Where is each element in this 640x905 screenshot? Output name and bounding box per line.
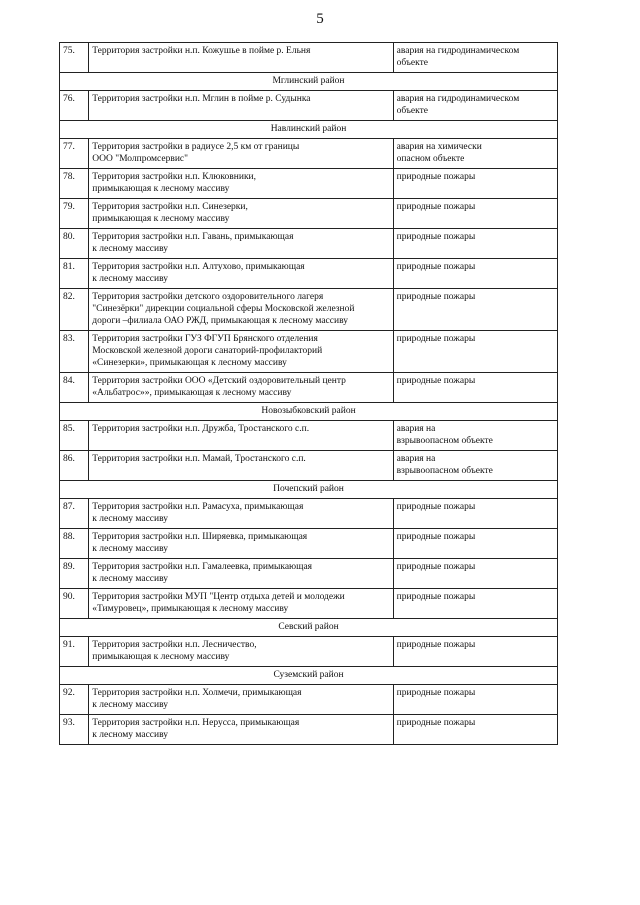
table-row [60,259,558,289]
district-header-row [60,121,558,139]
table-body [60,43,558,745]
hazard-cell [393,229,557,259]
territory-line: ООО "Молпромсервис" [92,154,189,164]
page-number: 5 [316,11,324,27]
row-number: 89. [60,559,89,589]
hazard-line: природные пожары [396,502,476,512]
hazard-line: природные пожары [396,334,476,344]
row-number: 86. [60,451,89,481]
table-row [60,229,558,259]
territory-cell [89,589,393,619]
table-row [60,331,558,373]
territory-table [59,42,558,745]
row-number: 85. [60,421,89,451]
table-row [60,139,558,169]
hazard-line: природные пожары [396,202,476,212]
table-row [60,199,558,229]
territory-cell [89,43,393,73]
row-number: 91. [60,637,89,667]
territory-cell [89,139,393,169]
row-number: 75. [60,43,89,73]
hazard-line: природные пожары [396,376,476,386]
hazard-line: объекте [396,58,429,68]
hazard-line: взрывоопасном объекте [396,466,493,476]
territory-line: примыкающая к лесному массиву [92,214,230,224]
territory-line: к лесному массиву [92,700,169,710]
hazard-line: опасном объекте [396,154,465,164]
hazard-line: природные пожары [396,562,476,572]
district-header-row [60,481,558,499]
territory-line: Территория застройки ГУЗ ФГУП Брянского отделения [92,334,318,344]
hazard-line: авария на гидродинамическом [396,94,520,104]
hazard-cell [393,259,557,289]
hazard-line: авария на гидродинамическом [396,46,520,56]
row-number: 90. [60,589,89,619]
row-number: 77. [60,139,89,169]
district-header-row [60,403,558,421]
hazard-cell [393,169,557,199]
hazard-cell [393,529,557,559]
territory-line: Территория застройки н.п. Дружба, Тростанского с.п. [92,424,310,434]
territory-cell [89,259,393,289]
table-row [60,529,558,559]
hazard-cell [393,685,557,715]
territory-line: Территория застройки н.п. Алтухово, примыкающая [92,262,305,272]
territory-line: примыкающая к лесному массиву [92,184,230,194]
hazard-cell [393,637,557,667]
territory-line: дороги –филиала ОАО РЖД, примыкающая к лесному массиву [92,316,348,326]
hazard-cell [393,139,557,169]
territory-cell [89,229,393,259]
row-number: 84. [60,373,89,403]
district-header-row [60,73,558,91]
district-name: Почепский район [60,481,558,499]
territory-line: к лесному массиву [92,274,169,284]
territory-line: Московской железной дороги санаторий-профилакторий [92,346,323,356]
row-number: 79. [60,199,89,229]
hazard-cell [393,199,557,229]
row-number: 78. [60,169,89,199]
territory-cell [89,421,393,451]
row-number: 87. [60,499,89,529]
district-header-row [60,667,558,685]
territory-cell [89,559,393,589]
row-number: 76. [60,91,89,121]
territory-line: Территория застройки н.п. Нерусса, примыкающая [92,718,300,728]
territory-line: Территория застройки н.п. Гамалеевка, примыкающая [92,562,313,572]
hazard-line: авария на химически [396,142,482,152]
territory-line: Территория застройки н.п. Мамай, Тростанского с.п. [92,454,306,464]
hazard-cell [393,421,557,451]
table-row [60,589,558,619]
territory-line: "Синезёрки" дирекции социальной сферы Московской железной [92,304,355,314]
hazard-line: природные пожары [396,592,476,602]
hazard-cell [393,43,557,73]
table-row [60,559,558,589]
territory-line: Территория застройки н.п. Рамасуха, примыкающая [92,502,304,512]
row-number: 82. [60,289,89,331]
row-number: 88. [60,529,89,559]
table-row [60,373,558,403]
table-row [60,451,558,481]
table-row [60,499,558,529]
hazard-line: авария на [396,454,436,464]
territory-cell [89,331,393,373]
territory-line: Территория застройки н.п. Ширяевка, примыкающая [92,532,308,542]
hazard-line: природные пожары [396,292,476,302]
table-row [60,289,558,331]
territory-line: «Синезерки», примыкающая к лесному массиву [92,358,287,368]
hazard-line: природные пожары [396,718,476,728]
territory-line: «Альбатрос»», примыкающая к лесному массиву [92,388,292,398]
row-number: 92. [60,685,89,715]
territory-line: Территория застройки н.п. Холмечи, примыкающая [92,688,302,698]
territory-cell [89,91,393,121]
territory-cell [89,499,393,529]
row-number: 83. [60,331,89,373]
territory-line: Территория застройки детского оздоровительного лагеря [92,292,324,302]
territory-line: примыкающая к лесному массиву [92,652,230,662]
hazard-cell [393,715,557,745]
territory-line: «Тимуровец», примыкающая к лесному массиву [92,604,289,614]
district-header-row [60,619,558,637]
territory-line: к лесному массиву [92,544,169,554]
hazard-line: природные пожары [396,532,476,542]
hazard-cell [393,91,557,121]
territory-line: Территория застройки н.п. Мглин в пойме р. Судынка [92,94,311,104]
territory-line: к лесному массиву [92,244,169,254]
district-name: Севский район [60,619,558,637]
hazard-line: объекте [396,106,429,116]
table-row [60,169,558,199]
row-number: 93. [60,715,89,745]
territory-cell [89,199,393,229]
hazard-line: авария на [396,424,436,434]
hazard-line: природные пожары [396,262,476,272]
territory-line: Территория застройки в радиусе 2,5 км от границы [92,142,300,152]
territory-cell [89,685,393,715]
hazard-line: природные пожары [396,172,476,182]
territory-cell [89,373,393,403]
territory-cell [89,529,393,559]
district-name: Новозыбковский район [60,403,558,421]
territory-cell [89,289,393,331]
district-name: Мглинский район [60,73,558,91]
territory-line: Территория застройки н.п. Синезерки, [92,202,248,212]
table-row [60,637,558,667]
district-name: Суземский район [60,667,558,685]
territory-line: Территория застройки н.п. Лесничество, [92,640,257,650]
district-name: Навлинский район [60,121,558,139]
territory-line: Территория застройки н.п. Гавань, примыкающая [92,232,294,242]
hazard-cell [393,373,557,403]
territory-cell [89,169,393,199]
hazard-cell [393,589,557,619]
table-row [60,685,558,715]
hazard-cell [393,559,557,589]
row-number: 81. [60,259,89,289]
territory-cell [89,451,393,481]
hazard-line: природные пожары [396,232,476,242]
row-number: 80. [60,229,89,259]
table-row [60,715,558,745]
territory-line: Территория застройки МУП "Центр отдыха детей и молодежи [92,592,345,602]
territory-line: Территория застройки ООО «Детский оздоровительный центр [92,376,346,386]
hazard-cell [393,499,557,529]
hazard-cell [393,451,557,481]
hazard-line: взрывоопасном объекте [396,436,493,446]
territory-line: к лесному массиву [92,574,169,584]
territory-line: Территория застройки н.п. Клюковники, [92,172,257,182]
table-row [60,43,558,73]
territory-cell [89,637,393,667]
hazard-cell [393,289,557,331]
table-row [60,91,558,121]
hazard-cell [393,331,557,373]
territory-cell [89,715,393,745]
territory-line: Территория застройки н.п. Кожушье в пойме р. Ельня [92,46,311,56]
territory-line: к лесному массиву [92,514,169,524]
hazard-line: природные пожары [396,688,476,698]
hazard-line: природные пожары [396,640,476,650]
table-row [60,421,558,451]
territory-line: к лесному массиву [92,730,169,740]
